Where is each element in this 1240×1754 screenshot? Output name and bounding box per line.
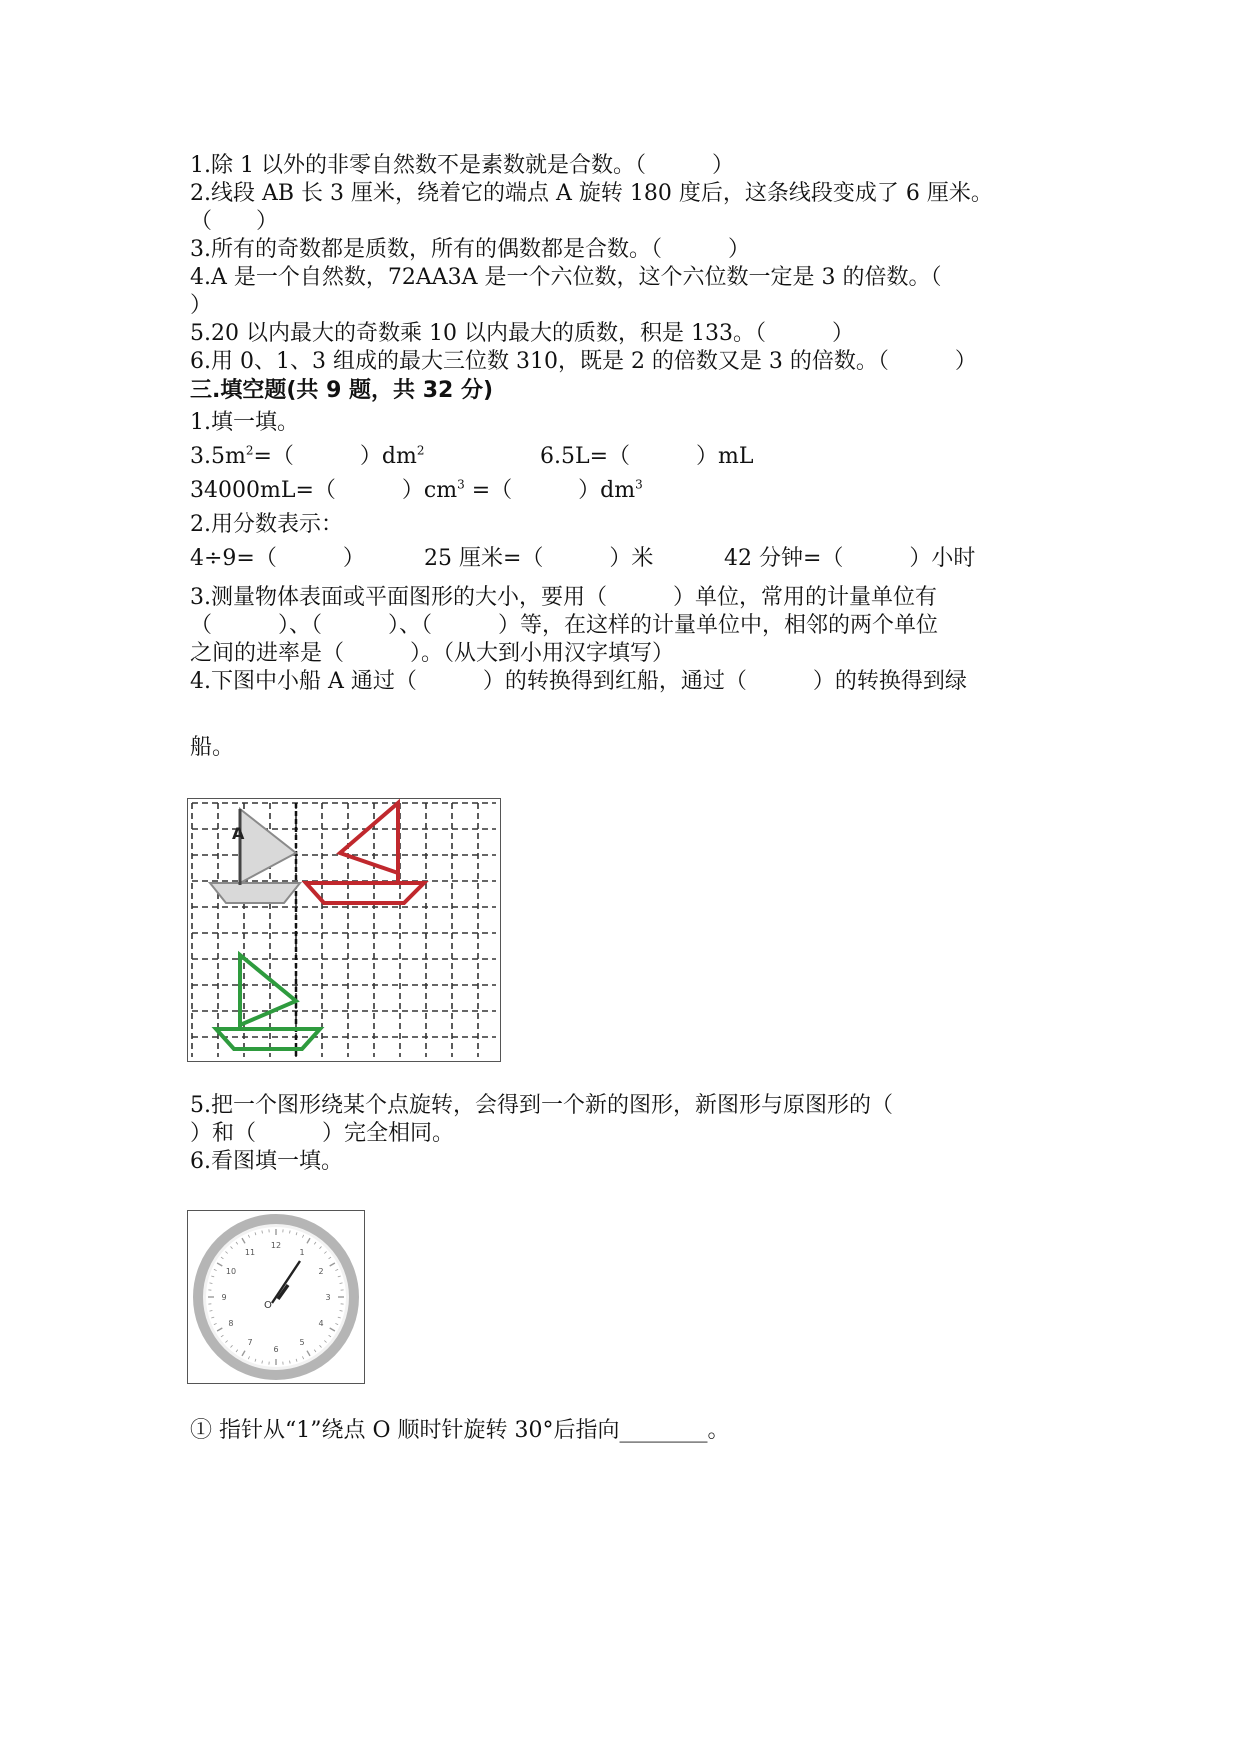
fill-q4-line1: 4.下图中小船 A 通过（ ）的转换得到红船，通过（ ）的转换得到绿: [190, 669, 967, 694]
clock-number: 6: [273, 1345, 279, 1354]
fill-q3-line3: 之间的进率是（ ）。（从大到小用汉字填写）: [190, 641, 675, 666]
fill-q5-line1: 5.把一个图形绕某个点旋转，会得到一个新的图形，新图形与原图形的（: [190, 1093, 893, 1118]
boat-grid-figure: [187, 798, 501, 1062]
judge-q3: 3.所有的奇数都是质数，所有的偶数都是合数。（ ）: [190, 237, 750, 262]
clock-number: 11: [244, 1247, 256, 1257]
clock-number: 1: [299, 1247, 305, 1257]
fill-q2: 2.用分数表示：: [190, 512, 343, 537]
judge-q5: 5.20 以内最大的奇数乘 10 以内最大的质数，积是 133。（ ）: [190, 321, 854, 346]
green-sail: [240, 955, 296, 1025]
fill-q4-line2: 船。: [190, 735, 235, 760]
clock-number: 3: [325, 1293, 331, 1302]
judge-q1: 1.除 1 以外的非零自然数不是素数就是合数。（ ）: [190, 153, 734, 178]
green-hull: [216, 1029, 320, 1049]
clock-number: 8: [228, 1319, 234, 1328]
clock-number: 4: [318, 1319, 324, 1328]
clock-number: 9: [221, 1293, 227, 1302]
fill-q2-c: 42 分钟=（ ）小时: [724, 546, 976, 571]
fill-q6: 6.看图填一填。: [190, 1149, 343, 1174]
red-hull: [306, 883, 424, 903]
clock-number: 5: [299, 1338, 305, 1348]
fill-q1-row1-right: 6.5L=（ ）mL: [540, 444, 754, 469]
clock-number: 10: [225, 1267, 237, 1276]
judge-q2-line2: （ ）: [190, 209, 279, 234]
judge-q4-line1: 4.A 是一个自然数，72AA3A 是一个六位数，这个六位数一定是 3 的倍数。（: [190, 265, 942, 290]
fill-q2-a: 4÷9=（ ）: [190, 546, 365, 571]
clock-figure: [187, 1210, 365, 1384]
judge-q6: 6.用 0、1、3 组成的最大三位数 310，既是 2 的倍数又是 3 的倍数。（ ）: [190, 349, 977, 374]
clock-number: 7: [247, 1338, 253, 1348]
clock-center-label: O: [264, 1300, 272, 1311]
fill-q1-row2: 34000mL=（ ）$cm^3$ =（ ）$dm^3$: [190, 477, 643, 503]
boat-label-a: A: [232, 824, 245, 843]
judge-q4-line2: ）: [190, 293, 213, 318]
boat-grid-svg: [188, 799, 500, 1061]
judge-q2-line1: 2.线段 AB 长 3 厘米，绕着它的端点 A 旋转 180 度后，这条线段变成了 6 厘米。: [190, 181, 993, 206]
fill-q1: 1.填一填。: [190, 410, 299, 435]
gray-sail: [240, 809, 296, 883]
clock-svg: [188, 1211, 364, 1383]
fill-q2-b: 25 厘米=（ ）米: [424, 546, 654, 571]
section-heading: 三.填空题(共 9 题，共 32 分): [190, 378, 494, 403]
fill-q1-row1-left: $3.5m^2=$（ ）$dm^2$: [190, 443, 425, 469]
fill-q3-line2: （ ）、（ ）、（ ）等，在这样的计量单位中，相邻的两个单位: [190, 613, 939, 638]
clock-number: 2: [318, 1267, 324, 1276]
fill-q3-line1: 3.测量物体表面或平面图形的大小，要用（ ）单位，常用的计量单位有: [190, 585, 937, 610]
fill-q6-sub1: ① 指针从“1”绕点 O 顺时针旋转 30°后指向________。: [190, 1418, 730, 1443]
fill-q5-line2: ）和（ ）完全相同。: [190, 1121, 455, 1146]
clock-number: 12: [270, 1241, 282, 1250]
gray-hull: [210, 883, 300, 903]
